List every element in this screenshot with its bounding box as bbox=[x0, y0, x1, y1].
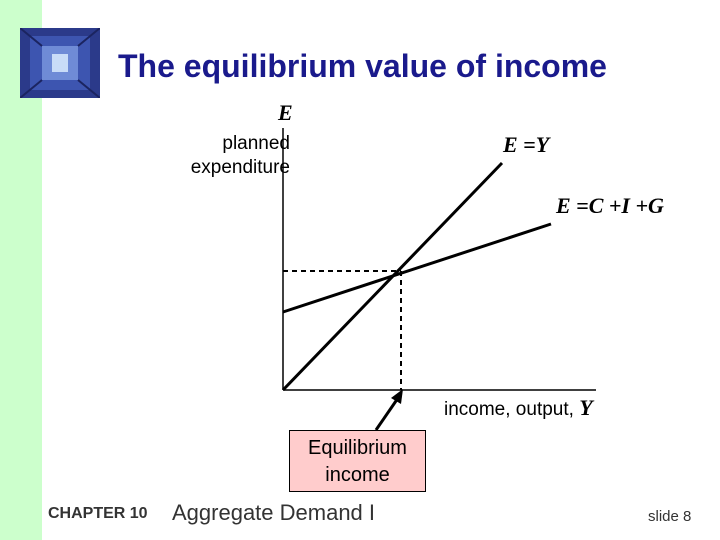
y-axis-symbol: E bbox=[278, 100, 293, 125]
callout-line2: income bbox=[325, 464, 390, 486]
line-planned-expenditure bbox=[283, 224, 551, 312]
slide-title: The equilibrium value of income bbox=[118, 48, 607, 84]
y-axis-label bbox=[160, 132, 290, 180]
y-axis-label-line2: expenditure bbox=[190, 157, 290, 178]
x-axis-label bbox=[444, 395, 593, 421]
callout-line1: Equilibrium bbox=[308, 437, 407, 459]
planned-expenditure-line-label: E =C +I +G bbox=[556, 193, 664, 218]
footer-chapter: CHAPTER 10 bbox=[48, 505, 148, 522]
equilibrium-income-callout bbox=[289, 430, 426, 492]
line-45-label: E =Y bbox=[503, 132, 550, 157]
footer-course-title: Aggregate Demand I bbox=[172, 500, 376, 525]
x-axis-symbol: Y bbox=[579, 395, 593, 420]
x-axis-label-text: income, output, bbox=[444, 399, 580, 420]
callout-arrow bbox=[376, 398, 398, 430]
y-axis-label-line1: planned bbox=[222, 133, 290, 154]
footer-slide-number: slide 8 bbox=[648, 508, 692, 525]
